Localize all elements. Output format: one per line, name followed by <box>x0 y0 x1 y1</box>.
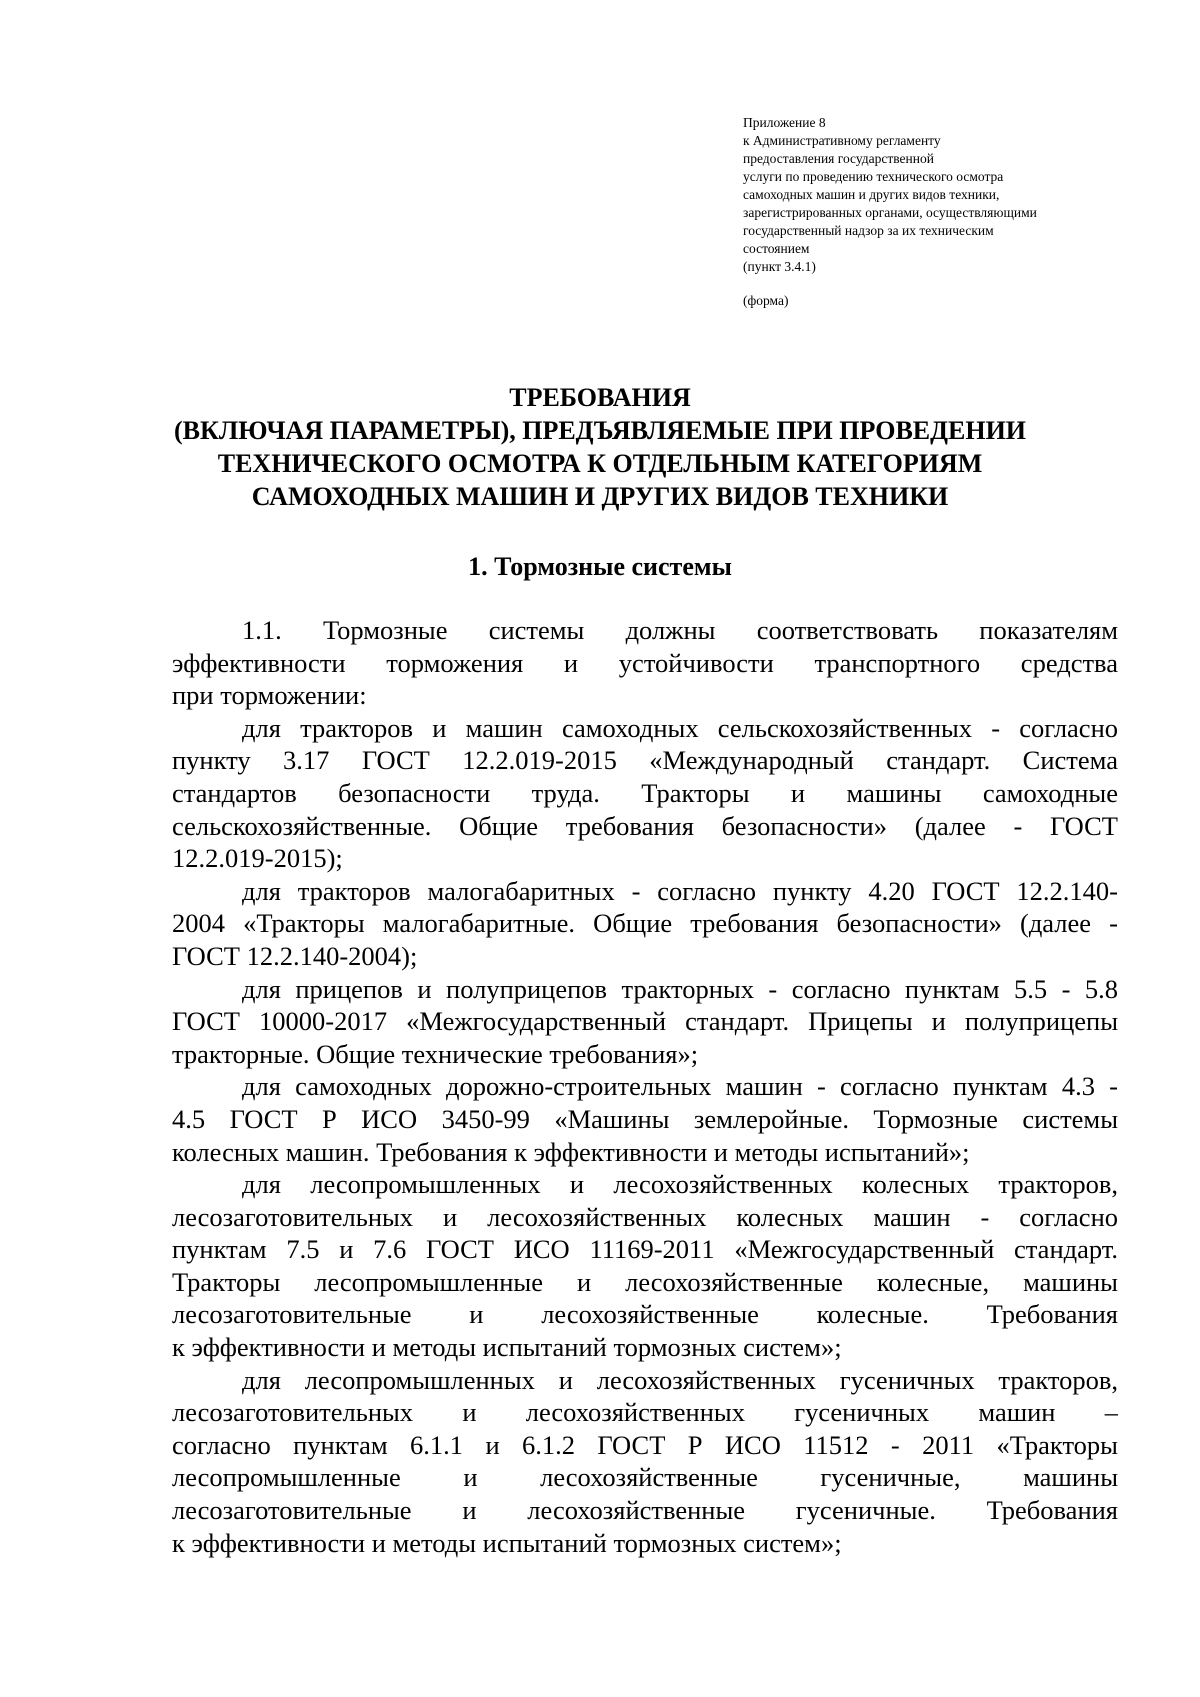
body-line: тракторные. Общие технические требования»; <box>172 1038 699 1069</box>
body-line: лесозаготовительных и лесохозяйственных гусеничных машин – <box>172 1397 1118 1428</box>
appendix-line: предоставления государственной <box>743 151 934 166</box>
body-line: для самоходных дорожно-строительных машин - согласно пунктам 4.3 - <box>242 1071 1118 1102</box>
body-line: ГОСТ 10000-2017 «Межгосударственный стандарт. Прицепы и полуприцепы <box>172 1006 1118 1037</box>
appendix-line: Приложение 8 <box>743 115 826 130</box>
appendix-line: самоходных машин и других видов техники, <box>743 187 1000 202</box>
appendix-line: государственный надзор за их техническим <box>743 223 994 238</box>
title-line: ТЕХНИЧЕСКОГО ОСМОТРА К ОТДЕЛЬНЫМ КАТЕГОРИЯМ <box>217 449 983 478</box>
document-title <box>150 381 1050 513</box>
title-line: ТРЕБОВАНИЯ <box>509 383 691 412</box>
body-line: колесных машин. Требования к эффективности и методы испытаний»; <box>172 1136 970 1167</box>
body-line: для лесопромышленных и лесохозяйственных гусеничных тракторов, <box>242 1364 1118 1395</box>
body-line: лесозаготовительные и лесохозяйственные колесные. Требования <box>172 1299 1118 1330</box>
body-line: для прицепов и полуприцепов тракторных - согласно пунктам 5.5 - 5.8 <box>242 973 1118 1004</box>
body-line: пунктам 7.5 и 7.6 ГОСТ ИСО 11169-2011 «Межгосударственный стандарт. <box>172 1234 1118 1265</box>
body-line: для лесопромышленных и лесохозяйственных колесных тракторов, <box>242 1169 1118 1200</box>
section-heading: 1. Тормозные системы <box>468 552 732 581</box>
body-line: 12.2.019-2015); <box>172 843 343 874</box>
body-line: к эффективности и методы испытаний тормозных систем»; <box>172 1527 842 1558</box>
body-line: 4.5 ГОСТ Р ИСО 3450-99 «Машины землеройные. Тормозные системы <box>172 1103 1118 1134</box>
appendix-line: зарегистрированных органами, осуществляющими <box>743 205 1037 220</box>
form-label: (форма) <box>743 293 789 308</box>
appendix-line: к Административному регламенту <box>743 133 941 148</box>
body-line: 2004 «Тракторы малогабаритные. Общие требования безопасности» (далее - <box>172 908 1118 939</box>
body-line: лесопромышленные и лесохозяйственные гусеничные, машины <box>172 1462 1118 1493</box>
appendix-header <box>743 114 1123 310</box>
body-line: 1.1. Тормозные системы должны соответствовать показателям <box>242 615 1118 645</box>
body-line: сельскохозяйственные. Общие требования безопасности» (далее - ГОСТ <box>172 810 1118 841</box>
body-text <box>172 614 1118 1559</box>
body-line: Тракторы лесопромышленные и лесохозяйственные колесные, машины <box>172 1266 1118 1297</box>
appendix-line: состоянием <box>743 241 810 256</box>
body-line: стандартов безопасности труда. Тракторы и машины самоходные <box>172 777 1118 808</box>
title-line: (ВКЛЮЧАЯ ПАРАМЕТРЫ), ПРЕДЪЯВЛЯЕМЫЕ ПРИ ПРОВЕДЕНИИ <box>173 416 1027 445</box>
title-line: САМОХОДНЫХ МАШИН И ДРУГИХ ВИДОВ ТЕХНИКИ <box>251 482 949 511</box>
body-line: лесозаготовительные и лесохозяйственные гусеничные. Требования <box>172 1495 1118 1526</box>
body-line: пункту 3.17 ГОСТ 12.2.019-2015 «Международный стандарт. Система <box>172 745 1118 776</box>
body-line: при торможении: <box>172 680 367 711</box>
body-line: эффективности торможения и устойчивости транспортного средства <box>172 647 1118 678</box>
body-line: для тракторов малогабаритных - согласно пункту 4.20 ГОСТ 12.2.140- <box>242 875 1118 906</box>
body-line: ГОСТ 12.2.140-2004); <box>172 940 418 971</box>
appendix-line: услуги по проведению технического осмотра <box>743 169 1004 184</box>
body-line: согласно пунктам 6.1.1 и 6.1.2 ГОСТ Р ИСО 11512 - 2011 «Тракторы <box>172 1429 1118 1460</box>
body-line: для тракторов и машин самоходных сельскохозяйственных - согласно <box>242 712 1118 743</box>
body-line: к эффективности и методы испытаний тормозных систем»; <box>172 1332 842 1363</box>
appendix-line: (пункт 3.4.1) <box>743 259 816 274</box>
appendix-spacer <box>743 276 1123 292</box>
body-line: лесозаготовительных и лесохозяйственных колесных машин - согласно <box>172 1201 1118 1232</box>
